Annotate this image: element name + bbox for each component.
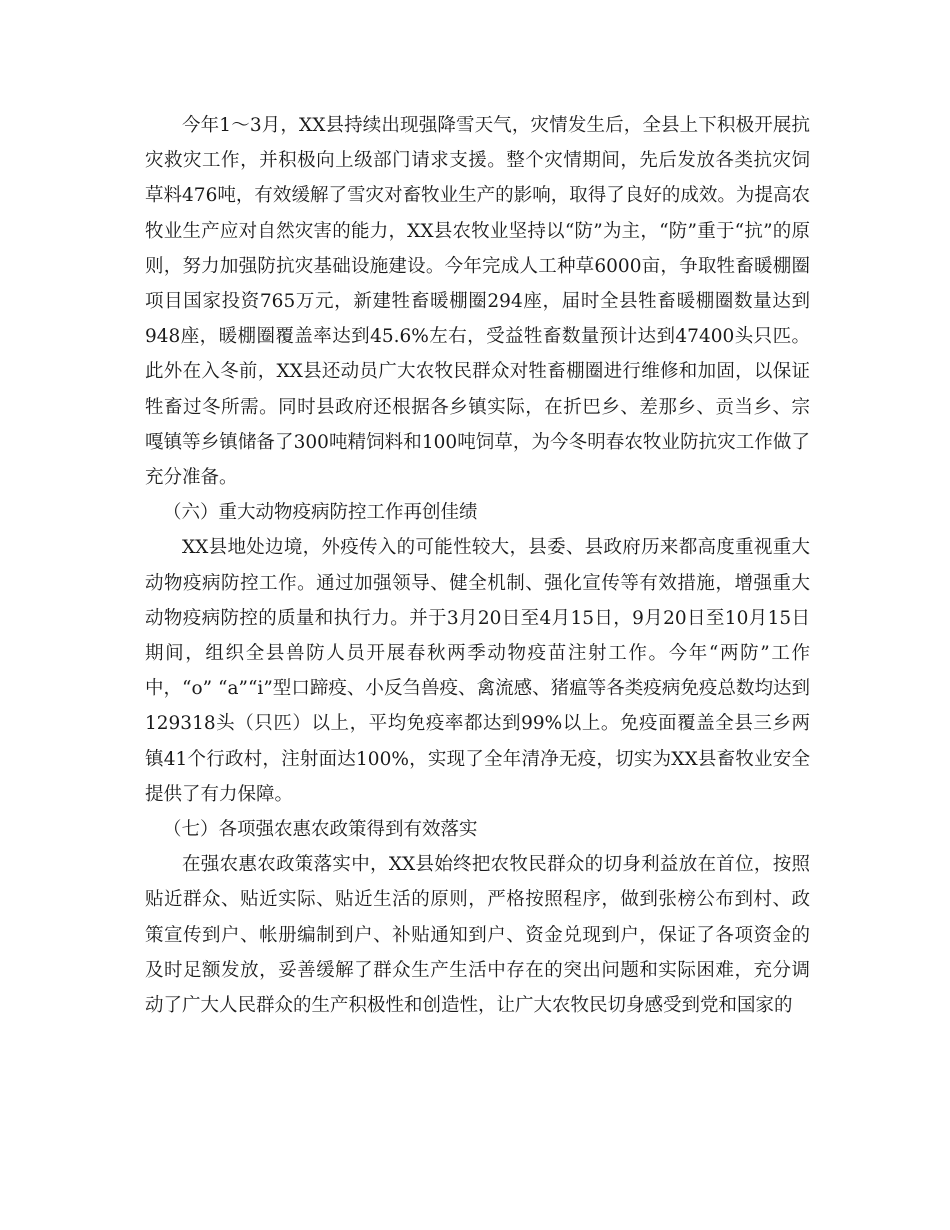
section-heading-six: （六）重大动物疫病防控工作再创佳绩	[163, 502, 478, 524]
paragraph-agricultural-policy: 在强农惠农政策落实中，XX县始终把农牧民群众的切身利益放在首位，按照贴近群众、贴近实际、贴近生活的原则，严格按照程序，做到张榜公布到村、政策宣传到户、帐册编制到户、补贴通知到户、资金兑现到户，保证了各项资金的及时足额发放，妥善缓解了群众生产生活中存在的突出问题和实际困难，充分调动了广大人民群众的生产积极性和创造性，让广大农牧民切身感受到党和国家的	[145, 854, 810, 1017]
paragraph-epidemic-control: XX县地处边境，外疫传入的可能性较大，县委、县政府历来都高度重视重大动物疫病防控工作。通过加强领导、健全机制、强化宣传等有效措施，增强重大动物疫病防控的质量和执行力。并于3月20日至4月15日，9月20日至10月15日期间，组织全县兽防人员开展春秋两季动物疫苗注射工作。今年“两防”工作中，“o” “a”“i”型口蹄疫、小反刍兽疫、禽流感、猪瘟等各类疫病免疫总数均达到129318头（只匹）以上，平均免疫率都达到99%以上。免疫面覆盖全县三乡两镇41个行政村，注射面达100%，实现了全年清净无疫，切实为XX县畜牧业安全提供了有力保障。	[145, 537, 810, 805]
section-heading-seven: （七）各项强农惠农政策得到有效落实	[163, 819, 478, 841]
paragraph-disaster-relief: 今年1～3月，XX县持续出现强降雪天气，灾情发生后，全县上下积极开展抗灾救灾工作，并积极向上级部门请求支援。整个灾情期间，先后发放各类抗灾饲草料476吨，有效缓解了雪灾对畜牧业生产的影响，取得了良好的成效。为提高农牧业生产应对自然灾害的能力，XX县农牧业坚持以“防”为主，“防”重于“抗”的原则，努力加强防抗灾基础设施建设。今年完成人工种草6000亩，争取牲畜暖棚圈项目国家投资765万元，新建牲畜暖棚圈294座，届时全县牲畜暖棚圈数量达到948座，暖棚圈覆盖率达到45.6%左右，受益牲畜数量预计达到47400头只匹。此外在入冬前，XX县还动员广大农牧民群众对牲畜棚圈进行维修和加固，以保证牲畜过冬所需。同时县政府还根据各乡镇实际，在折巴乡、差那乡、贡当乡、宗嘎镇等乡镇储备了300吨精饲料和100吨饲草，为今冬明春农牧业防抗灾工作做了充分准备。	[145, 115, 810, 489]
document-page	[145, 108, 810, 1023]
